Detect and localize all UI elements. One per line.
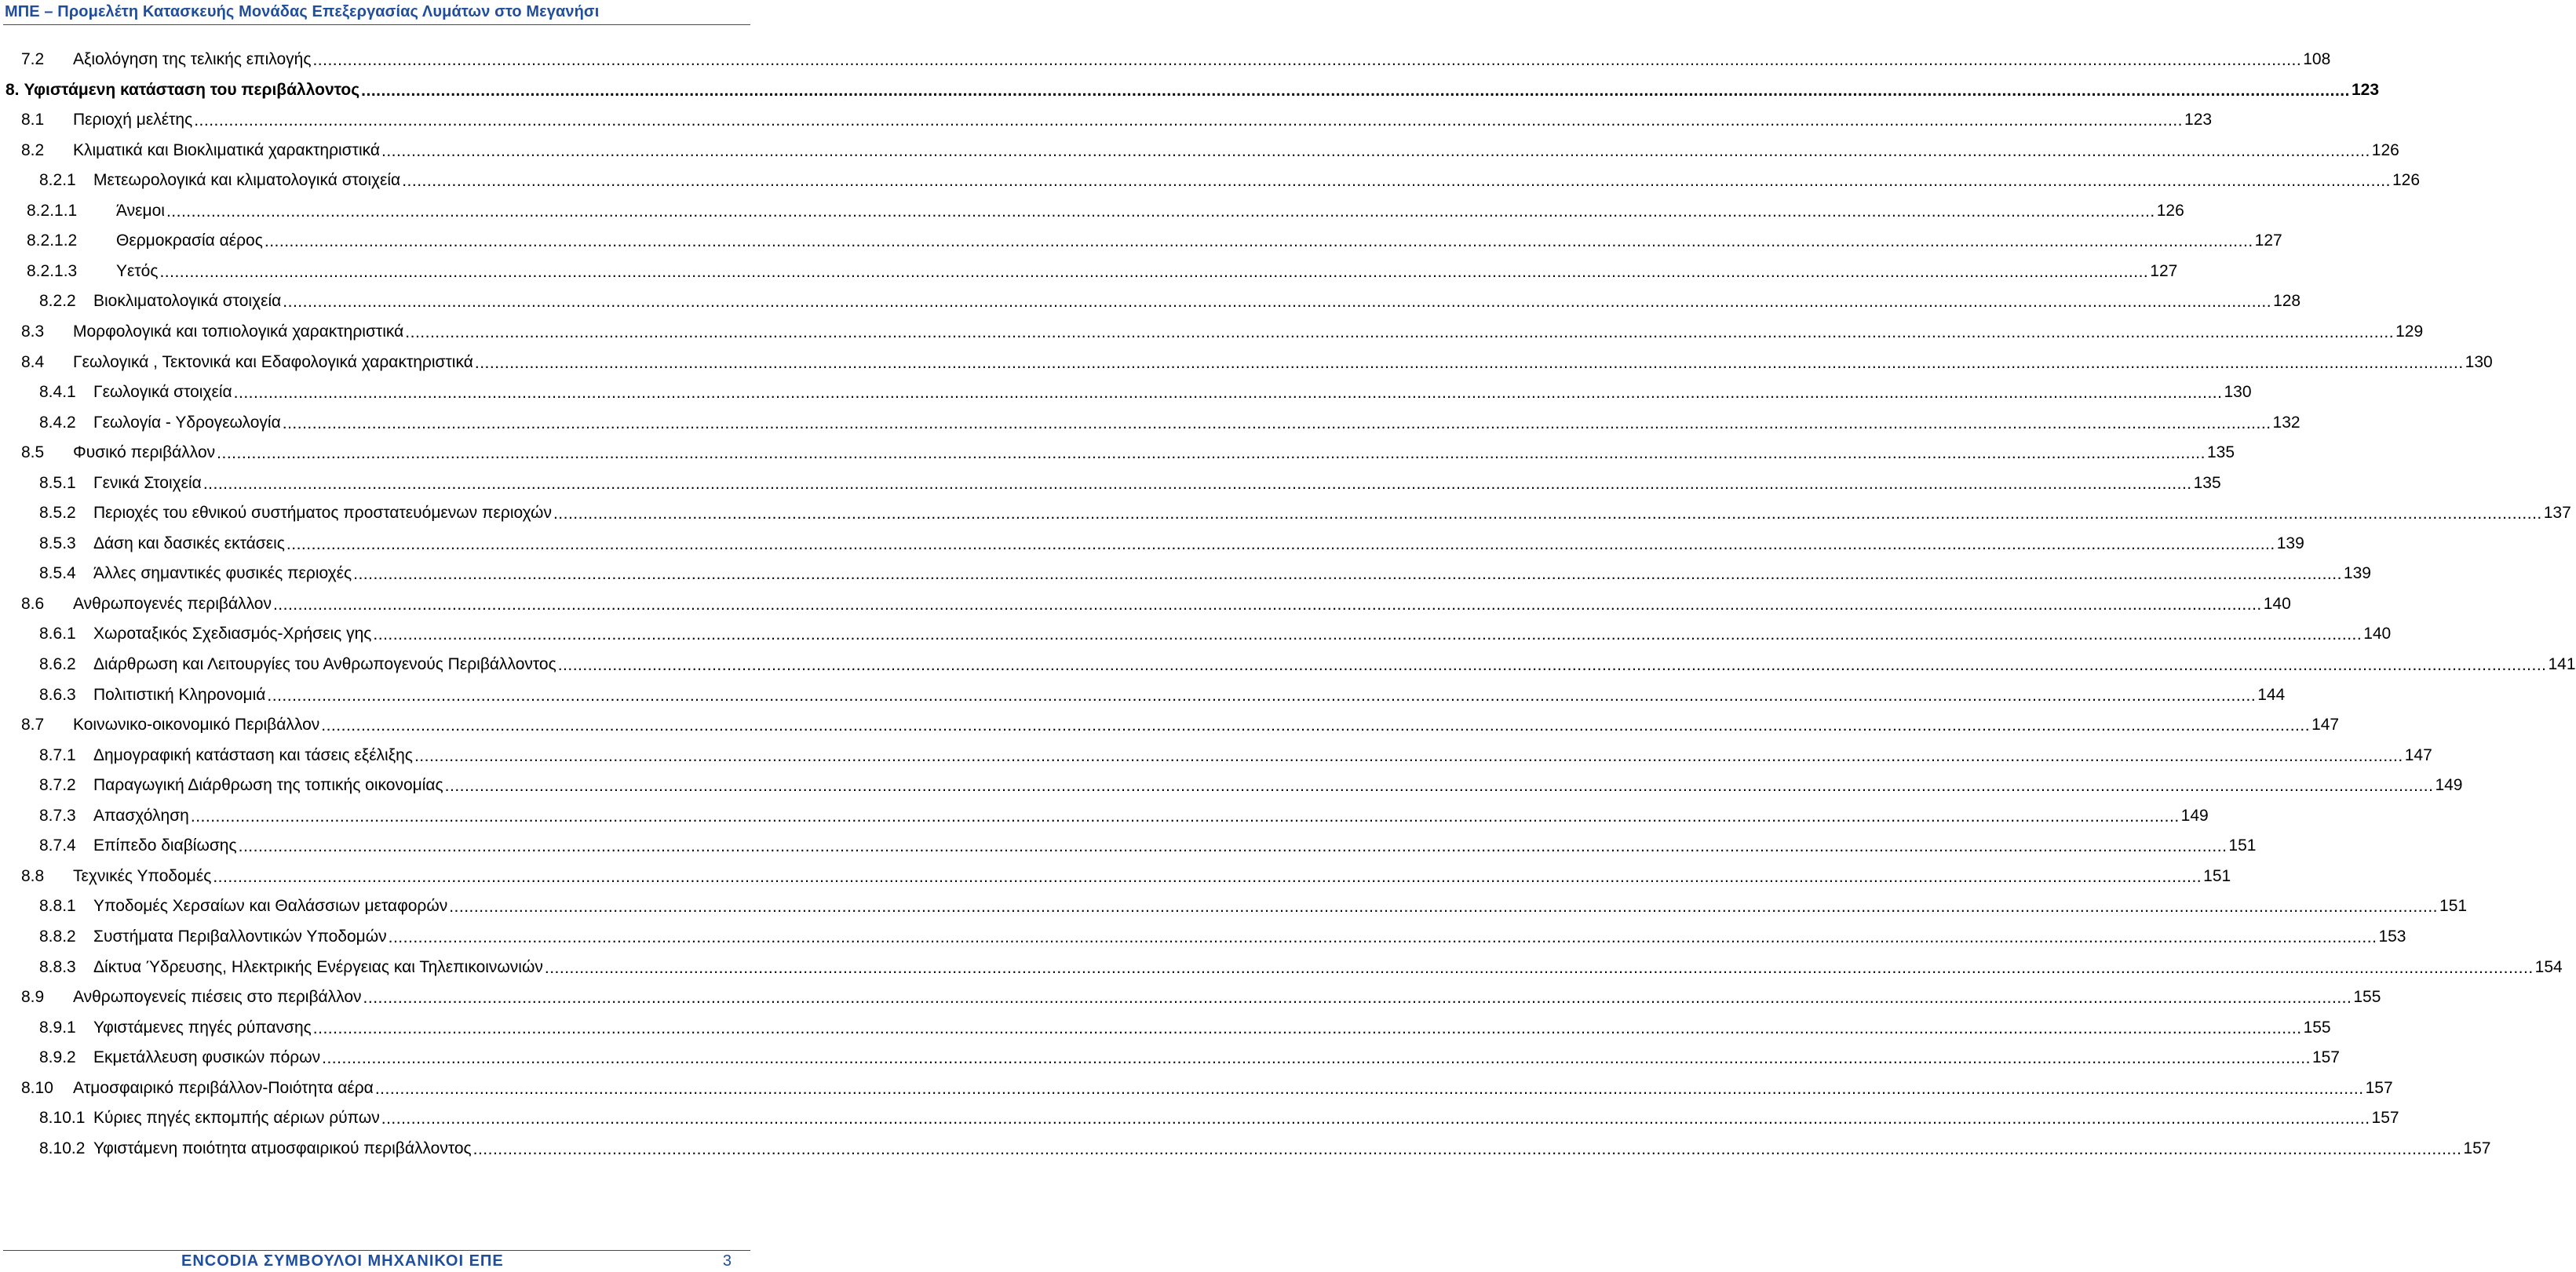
header-divider: [3, 24, 750, 25]
toc-dot-leader: ................................................................................................................................................................................................................................................................................................................................................................................................................: [312, 51, 2302, 69]
toc-entry-page-number: 140: [2263, 594, 2291, 613]
toc-entry-number: 8.1: [21, 111, 45, 129]
toc-entry-title: Βιοκλιματολογικά στοιχεία: [93, 292, 282, 311]
toc-entry[interactable]: [39, 921, 2406, 953]
toc-dot-leader: ................................................................................................................................................................................................................................................................................................................................................................................................................: [190, 807, 2180, 826]
toc-entry-title: Γεωλογικά , Τεκτονικά και Εδαφολογικά χαρακτηριστικά: [73, 352, 473, 371]
toc-entry[interactable]: [21, 1073, 2393, 1104]
toc-entry-page-number: 147: [2404, 745, 2432, 764]
toc-entry-page-number: 126: [2156, 201, 2184, 220]
toc-entry[interactable]: [21, 104, 2213, 136]
toc-entry-page-number: 139: [2276, 534, 2304, 552]
toc-dot-leader: ................................................................................................................................................................................................................................................................................................................................................................................................................: [405, 323, 2395, 341]
toc-entry-number: 8.9.1: [39, 1018, 76, 1037]
toc-dot-leader: ................................................................................................................................................................................................................................................................................................................................................................................................................: [321, 716, 2311, 735]
toc-dot-leader: ................................................................................................................................................................................................................................................................................................................................................................................................................: [217, 444, 2206, 463]
toc-entry-number: 8.8.1: [39, 897, 76, 916]
toc-entry-page-number: 129: [2395, 322, 2424, 341]
toc-entry-number: 8.4: [21, 352, 45, 371]
toc-entry-title: Δάση και δασικές εκτάσεις: [93, 534, 285, 552]
toc-entry[interactable]: [39, 377, 2252, 408]
toc-entry[interactable]: [39, 286, 2301, 317]
toc-entry-number: 8.7.1: [39, 745, 76, 764]
toc-entry[interactable]: [21, 316, 2424, 348]
toc-entry[interactable]: [27, 225, 2282, 257]
toc-entry-title: Αξιολόγηση της τελικής επιλογής: [73, 50, 312, 68]
toc-entry-title: Απασχόληση: [93, 806, 189, 825]
toc-dot-leader: ................................................................................................................................................................................................................................................................................................................................................................................................................: [267, 686, 2257, 705]
toc-entry-page-number: 151: [2439, 897, 2468, 916]
toc-entry-page-number: 139: [2343, 564, 2371, 583]
toc-entry-number: 8.7.4: [39, 836, 76, 855]
toc-dot-leader: ................................................................................................................................................................................................................................................................................................................................................................................................................: [557, 656, 2547, 674]
toc-entry[interactable]: [21, 135, 2399, 166]
toc-entry-number: 8.4.2: [39, 413, 76, 432]
toc-entry-page-number: 130: [2465, 352, 2493, 371]
toc-entry-number: 8.10.1: [39, 1109, 86, 1128]
toc-entry-title: Κοινωνικο-οικονομικό Περιβάλλον: [73, 716, 320, 734]
toc-entry-title: Γεωλογία - Υδρογεωλογία: [93, 413, 281, 432]
toc-entry-number: 8.7.2: [39, 776, 76, 795]
toc-entry-title: Υφιστάμενη ποιότητα ατμοσφαιρικού περιβάλλοντος: [93, 1139, 472, 1157]
toc-entry[interactable]: [39, 498, 2571, 529]
toc-entry-title: Δίκτυα Ύδρευσης, Ηλεκτρικής Ενέργειας και Τηλεπικοινωνιών: [93, 957, 543, 976]
toc-entry-number: 8.6: [21, 594, 45, 613]
toc-entry-page-number: 130: [2224, 383, 2252, 402]
toc-entry-page-number: 128: [2273, 292, 2301, 311]
toc-entry-title: Υετός: [116, 261, 159, 280]
toc-entry[interactable]: [39, 558, 2371, 589]
toc-entry-number: 8.2.1.3: [27, 261, 78, 280]
toc-entry-number: 8.4.1: [39, 383, 76, 402]
toc-entry-title: Τεχνικές Υποδομές: [73, 866, 212, 885]
toc-entry[interactable]: [39, 800, 2209, 832]
toc-entry[interactable]: [39, 165, 2421, 196]
toc-entry[interactable]: [39, 528, 2304, 559]
toc-entry-page-number: 108: [2303, 50, 2331, 68]
toc-entry[interactable]: [21, 437, 2235, 468]
toc-entry-number: 8.7.3: [39, 806, 76, 825]
toc-entry-number: 8.5.3: [39, 534, 76, 552]
toc-entry[interactable]: [21, 982, 2381, 1013]
toc-entry-title: Γεωλογικά στοιχεία: [93, 383, 232, 402]
toc-entry-number: 7.2: [21, 50, 45, 68]
toc-entry[interactable]: [39, 1103, 2399, 1134]
toc-entry-number: 8.8.3: [39, 957, 76, 976]
toc-entry-page-number: 157: [2463, 1139, 2491, 1157]
toc-dot-leader: ................................................................................................................................................................................................................................................................................................................................................................................................................: [381, 141, 2370, 160]
toc-dot-leader: ................................................................................................................................................................................................................................................................................................................................................................................................................: [322, 1049, 2311, 1068]
toc-dot-leader: ................................................................................................................................................................................................................................................................................................................................................................................................................: [414, 746, 2403, 765]
toc-dot-leader: ................................................................................................................................................................................................................................................................................................................................................................................................................: [373, 625, 2363, 644]
toc-entry-title: Διάρθρωση και Λειτουργίες του Ανθρωπογενούς Περιβάλλοντος: [93, 655, 556, 673]
toc-entry[interactable]: [39, 407, 2301, 439]
toc-dot-leader: ................................................................................................................................................................................................................................................................................................................................................................................................................: [272, 595, 2262, 614]
toc-entry[interactable]: [27, 195, 2184, 227]
toc-entry-number: 8.5: [21, 443, 45, 462]
toc-entry-page-number: 126: [2371, 140, 2399, 159]
toc-dot-leader: ................................................................................................................................................................................................................................................................................................................................................................................................................: [361, 81, 2350, 100]
toc-entry-number: 8.2.1.2: [27, 231, 78, 250]
toc-entry-title: Ατμοσφαιρικό περιβάλλον-Ποιότητα αέρα: [73, 1078, 374, 1097]
toc-entry[interactable]: [39, 1012, 2331, 1044]
footer-divider: [3, 1250, 750, 1251]
toc-entry-page-number: 154: [2534, 957, 2563, 976]
page-header-title: ΜΠΕ – Προμελέτη Κατασκευής Μονάδας Επεξεργασίας Λυμάτων στο Μεγανήσι: [5, 3, 600, 20]
toc-entry[interactable]: [27, 256, 2178, 287]
toc-entry-title: Χωροταξικός Σχεδιασμός-Χρήσεις γης: [93, 625, 372, 643]
toc-entry-title: Άνεμοι: [116, 201, 165, 220]
toc-dot-leader: ................................................................................................................................................................................................................................................................................................................................................................................................................: [203, 474, 2192, 493]
toc-entry-page-number: 149: [2435, 776, 2463, 795]
toc-entry-number: 8.2.1.1: [27, 201, 78, 220]
toc-entry-title: Δημογραφική κατάσταση και τάσεις εξέλιξης: [93, 745, 413, 764]
toc-entry-page-number: 157: [2365, 1078, 2393, 1097]
toc-entry-number: 8.5.4: [39, 564, 76, 583]
toc-entry[interactable]: [39, 770, 2463, 801]
toc-entry-page-number: 151: [2203, 866, 2231, 885]
toc-entry-page-number: 140: [2363, 625, 2392, 643]
toc-entry-title: Θερμοκρασία αέρος: [116, 231, 263, 250]
toc-entry-number: 8.5.2: [39, 504, 76, 523]
toc-entry-title: Επίπεδο διαβίωσης: [93, 836, 237, 855]
toc-dot-leader: ................................................................................................................................................................................................................................................................................................................................................................................................................: [388, 928, 2377, 946]
toc-entry-title: Ανθρωπογενείς πιέσεις στο περιβάλλον: [73, 988, 362, 1007]
toc-dot-leader: ................................................................................................................................................................................................................................................................................................................................................................................................................: [402, 172, 2391, 191]
toc-dot-leader: ................................................................................................................................................................................................................................................................................................................................................................................................................: [381, 1110, 2370, 1128]
toc-dot-leader: ................................................................................................................................................................................................................................................................................................................................................................................................................: [449, 898, 2439, 917]
toc-entry-page-number: 126: [2392, 171, 2421, 190]
toc-dot-leader: ................................................................................................................................................................................................................................................................................................................................................................................................................: [474, 353, 2464, 372]
toc-entry[interactable]: [39, 830, 2257, 862]
toc-entry[interactable]: [39, 740, 2432, 771]
toc-dot-leader: ................................................................................................................................................................................................................................................................................................................................................................................................................: [283, 293, 2272, 312]
toc-entry-number: 8.8.2: [39, 927, 76, 946]
toc-entry-number: 8.6.1: [39, 625, 76, 643]
footer-company-name: ENCODIA ΣΥΜΒΟΥΛΟΙ ΜΗΧΑΝΙΚΟΙ ΕΠΕ: [181, 1252, 504, 1270]
toc-entry-page-number: 127: [2254, 231, 2282, 250]
toc-entry-title: Εκμετάλλευση φυσικών πόρων: [93, 1048, 321, 1067]
toc-dot-leader: ................................................................................................................................................................................................................................................................................................................................................................................................................: [194, 111, 2184, 130]
toc-entry[interactable]: [39, 952, 2563, 983]
toc-entry-title: Κύριες πηγές εκπομπής αέριων ρύπων: [93, 1109, 380, 1128]
toc-entry-page-number: 137: [2543, 504, 2571, 523]
toc-entry-title: Περιοχή μελέτης: [73, 111, 193, 129]
footer-page-number: 3: [722, 1252, 732, 1270]
toc-entry-title: Γενικά Στοιχεία: [93, 473, 202, 492]
toc-entry-number: 8.10.2: [39, 1139, 86, 1157]
toc-dot-leader: ................................................................................................................................................................................................................................................................................................................................................................................................................: [312, 1019, 2302, 1037]
toc-entry-title: Υφιστάμενη κατάσταση του περιβάλλοντος: [24, 80, 360, 99]
toc-dot-leader: ................................................................................................................................................................................................................................................................................................................................................................................................................: [286, 534, 2275, 553]
toc-entry-number: 8.2.2: [39, 292, 76, 311]
toc-dot-leader: ................................................................................................................................................................................................................................................................................................................................................................................................................: [264, 232, 2253, 251]
toc-entry-page-number: 149: [2180, 806, 2209, 825]
toc-entry-title: Συστήματα Περιβαλλοντικών Υποδομών: [93, 927, 387, 946]
toc-entry[interactable]: [39, 680, 2286, 711]
toc-entry-title: Υφιστάμενες πηγές ρύπανσης: [93, 1018, 312, 1037]
toc-dot-leader: ................................................................................................................................................................................................................................................................................................................................................................................................................: [238, 837, 2228, 856]
toc-entry[interactable]: [39, 649, 2576, 680]
toc-entry[interactable]: [39, 1042, 2340, 1073]
toc-entry-number: 8.6.3: [39, 685, 76, 704]
toc-entry-title: Άλλες σημαντικές φυσικές περιοχές: [93, 564, 352, 583]
toc-entry-page-number: 155: [2353, 988, 2381, 1007]
toc-entry-title: Ανθρωπογενές περιβάλλον: [73, 594, 272, 613]
toc-entry-number: 8.2.1: [39, 171, 76, 190]
toc-entry[interactable]: [21, 589, 2291, 620]
toc-entry-number: 8.3: [21, 322, 45, 341]
toc-entry[interactable]: [39, 1133, 2491, 1164]
toc-entry-number: 8.6.2: [39, 655, 76, 673]
toc-entry-page-number: 153: [2378, 927, 2406, 946]
toc-entry-page-number: 132: [2272, 413, 2301, 432]
toc-entry[interactable]: [39, 468, 2221, 499]
toc-entry-number: 8.10: [21, 1078, 53, 1097]
toc-entry-page-number: 135: [2206, 443, 2235, 462]
toc-entry[interactable]: [5, 75, 2380, 106]
toc-entry[interactable]: [39, 891, 2468, 922]
toc-entry[interactable]: [21, 709, 2340, 741]
toc-entry-page-number: 144: [2257, 685, 2286, 704]
toc-entry-number: 8.9: [21, 988, 45, 1007]
toc-entry[interactable]: [21, 44, 2331, 75]
toc-entry-title: Κλιματικά και Βιοκλιματικά χαρακτηριστικά: [73, 140, 380, 159]
toc-entry-number: 8.5.1: [39, 473, 76, 492]
toc-entry-title: Μετεωρολογικά και κλιματολογικά στοιχεία: [93, 171, 401, 190]
toc-dot-leader: ................................................................................................................................................................................................................................................................................................................................................................................................................: [553, 505, 2542, 523]
toc-entry-page-number: 155: [2303, 1018, 2331, 1037]
toc-entry-page-number: 151: [2228, 836, 2257, 855]
toc-entry-page-number: 123: [2184, 111, 2213, 129]
toc-dot-leader: ................................................................................................................................................................................................................................................................................................................................................................................................................: [444, 777, 2434, 796]
toc-dot-leader: ................................................................................................................................................................................................................................................................................................................................................................................................................: [282, 414, 2271, 432]
toc-entry-title: Περιοχές του εθνικού συστήματος προστατευόμενων περιοχών: [93, 504, 552, 523]
toc-entry-number: 8.9.2: [39, 1048, 76, 1067]
toc-entry[interactable]: [21, 347, 2493, 378]
toc-dot-leader: ................................................................................................................................................................................................................................................................................................................................................................................................................: [353, 565, 2342, 584]
toc-entry-title: Φυσικό περιβάλλον: [73, 443, 216, 462]
toc-entry[interactable]: [21, 861, 2231, 892]
toc-entry-title: Παραγωγική Διάρθρωση της τοπικής οικονομίας: [93, 776, 443, 795]
toc-entry-number: 8.2: [21, 140, 45, 159]
toc-entry-page-number: 147: [2311, 716, 2340, 734]
toc-entry-page-number: 157: [2311, 1048, 2340, 1067]
toc-dot-leader: ................................................................................................................................................................................................................................................................................................................................................................................................................: [166, 202, 2155, 221]
toc-entry-title: Μορφολογικά και τοπιολογικά χαρακτηριστικά: [73, 322, 404, 341]
toc-entry[interactable]: [39, 618, 2392, 650]
toc-entry-page-number: 123: [2351, 80, 2380, 99]
toc-dot-leader: ................................................................................................................................................................................................................................................................................................................................................................................................................: [233, 384, 2223, 403]
toc-dot-leader: ................................................................................................................................................................................................................................................................................................................................................................................................................: [213, 867, 2202, 886]
toc-entry-page-number: 141: [2548, 655, 2576, 673]
toc-dot-leader: ................................................................................................................................................................................................................................................................................................................................................................................................................: [544, 958, 2534, 977]
toc-entry-title: Πολιτιστική Κληρονομιά: [93, 685, 266, 704]
toc-dot-leader: ................................................................................................................................................................................................................................................................................................................................................................................................................: [363, 989, 2352, 1008]
toc-dot-leader: ................................................................................................................................................................................................................................................................................................................................................................................................................: [374, 1079, 2364, 1098]
toc-entry-page-number: 127: [2150, 261, 2178, 280]
toc-entry-number: 8.8: [21, 866, 45, 885]
toc-dot-leader: ................................................................................................................................................................................................................................................................................................................................................................................................................: [159, 262, 2149, 281]
toc-entry-page-number: 135: [2193, 473, 2221, 492]
toc-dot-leader: ................................................................................................................................................................................................................................................................................................................................................................................................................: [473, 1139, 2462, 1158]
toc-entry-title: Υποδομές Χερσαίων και Θαλάσσιων μεταφορών: [93, 897, 448, 916]
toc-entry-number: 8.: [5, 80, 20, 99]
toc-entry-number: 8.7: [21, 716, 45, 734]
toc-entry-page-number: 157: [2371, 1109, 2399, 1128]
